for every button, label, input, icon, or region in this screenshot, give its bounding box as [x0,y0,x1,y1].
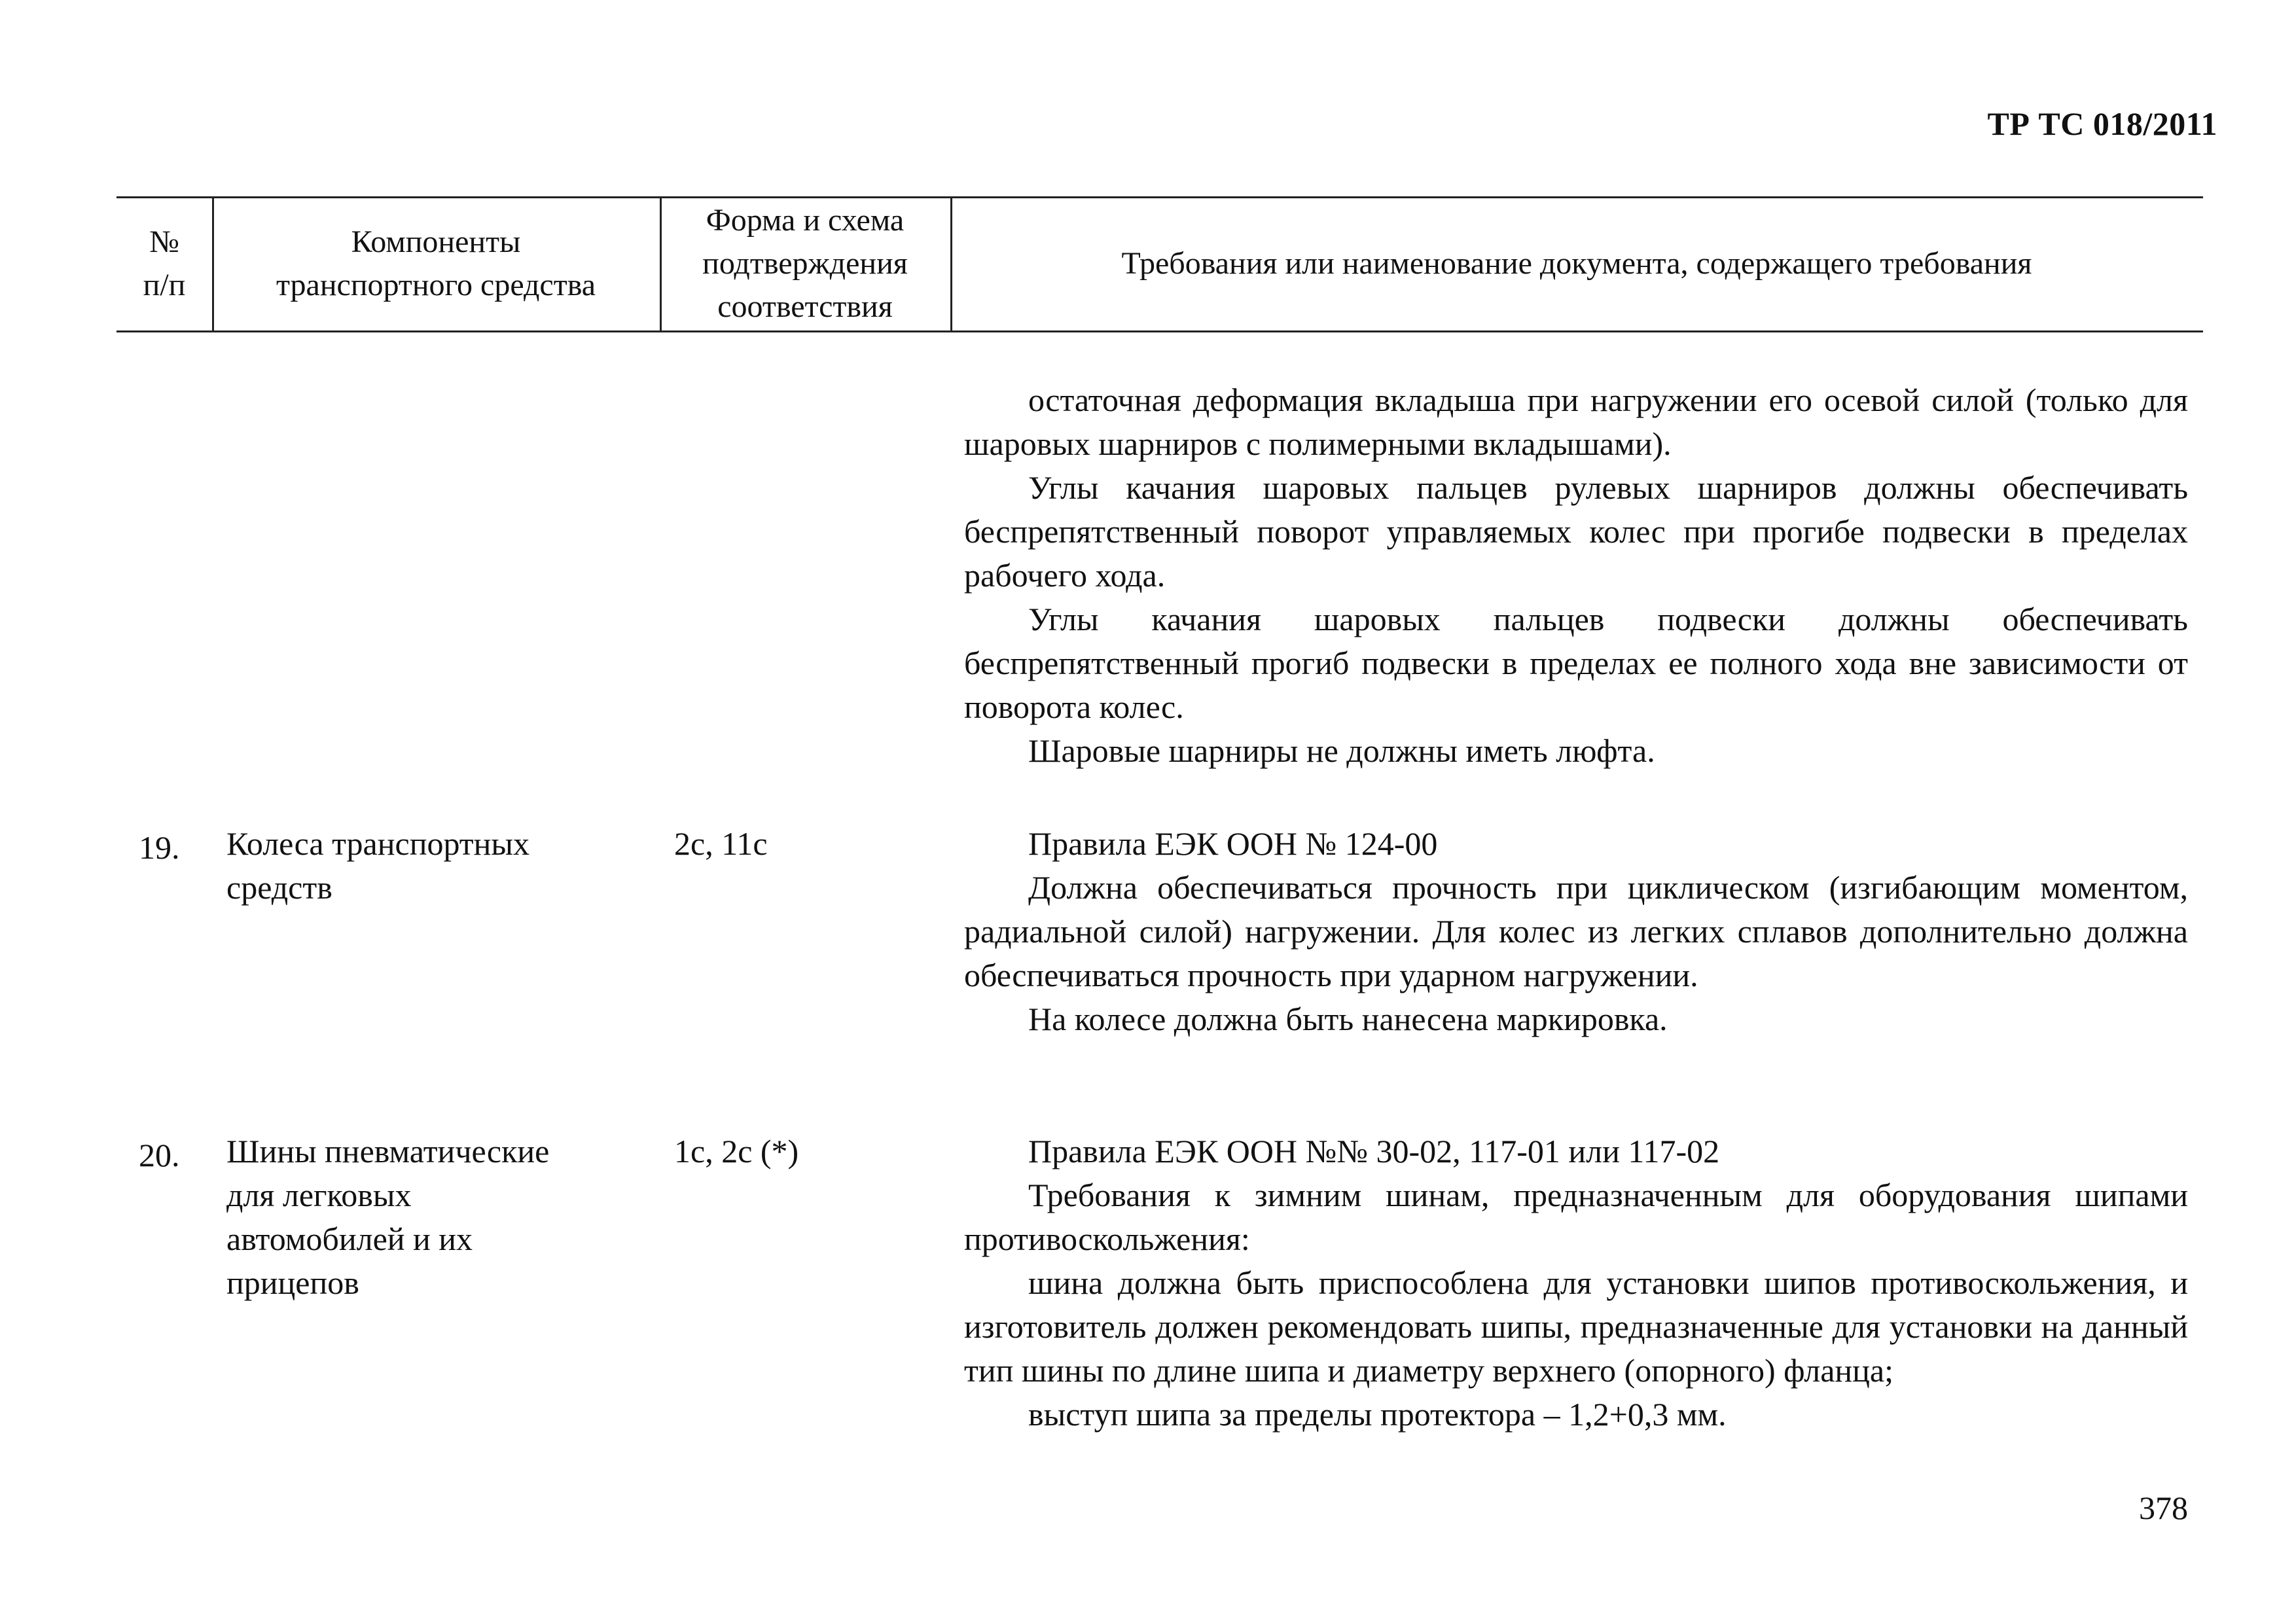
requirement-paragraph: Углы качания шаровых пальцев рулевых шарниров должны обеспечивать беспрепятственный поворот управляемых колес при прогибе подвески в пределах рабочего хода. [964,469,2188,594]
requirement-paragraph: Шаровые шарниры не должны иметь люфта. [1028,732,1655,769]
requirement-paragraph: остаточная деформация вкладыша при нагружении его осевой силой (только для шаровых шарниров с полимерными вкладышами). [964,382,2188,462]
requirement-paragraph: Требования к зимним шинам, предназначенным для оборудования шипами противоскольжения: [964,1177,2188,1257]
column-header-number: № п/п [143,224,186,302]
row-conformity-form: 1с, 2с (*) [674,1133,799,1169]
row-number: 20. [139,1137,180,1173]
row-requirements [964,1130,2188,1436]
document-code: ТР ТС 018/2011 [1987,105,2217,142]
row-requirements [964,822,2188,1041]
requirement-paragraph: Правила ЕЭК ООН №№ 30-02, 117-01 или 117-02 [1028,1133,1720,1169]
column-header-conformity-form: Форма и схема подтверждения соответствия [702,202,908,324]
continuation-requirements [964,378,2188,773]
column-header-requirements: Требования или наименование документа, содержащего требования [1121,245,2032,281]
row-component: Шины пневматические для легковых автомобилей и их прицепов [226,1133,550,1301]
requirement-paragraph: выступ шипа за пределы протектора – 1,2+0,3 мм. [1028,1396,1727,1433]
requirement-paragraph: Углы качания шаровых пальцев подвески должны обеспечивать беспрепятственный прогиб подвески в пределах ее полного хода вне зависимости от поворота колес. [964,601,2188,725]
row-component: Колеса транспортных средств [226,825,529,906]
requirement-paragraph: шина должна быть приспособлена для установки шипов противоскольжения, и изготовитель должен рекомендовать шипы, предназначенные для установки на данный тип шины по длине шипа и диаметру верхнего (опорного) фланца; [964,1264,2188,1389]
page-number: 378 [2139,1489,2188,1526]
row-conformity-form: 2с, 11с [674,825,768,862]
requirement-paragraph: На колесе должна быть нанесена маркировка. [1028,1001,1668,1037]
column-header-components: Компоненты транспортного средства [276,224,596,302]
requirement-paragraph: Должна обеспечиваться прочность при циклическом (изгибающим моментом, радиальной силой) нагружении. Для колес из легких сплавов дополнительно должна обеспечиваться прочность при ударном нагружении. [964,869,2188,993]
table-header-bottom-rule [117,330,2203,332]
requirement-paragraph: Правила ЕЭК ООН № 124-00 [1028,825,1438,862]
row-number: 19. [139,829,180,866]
